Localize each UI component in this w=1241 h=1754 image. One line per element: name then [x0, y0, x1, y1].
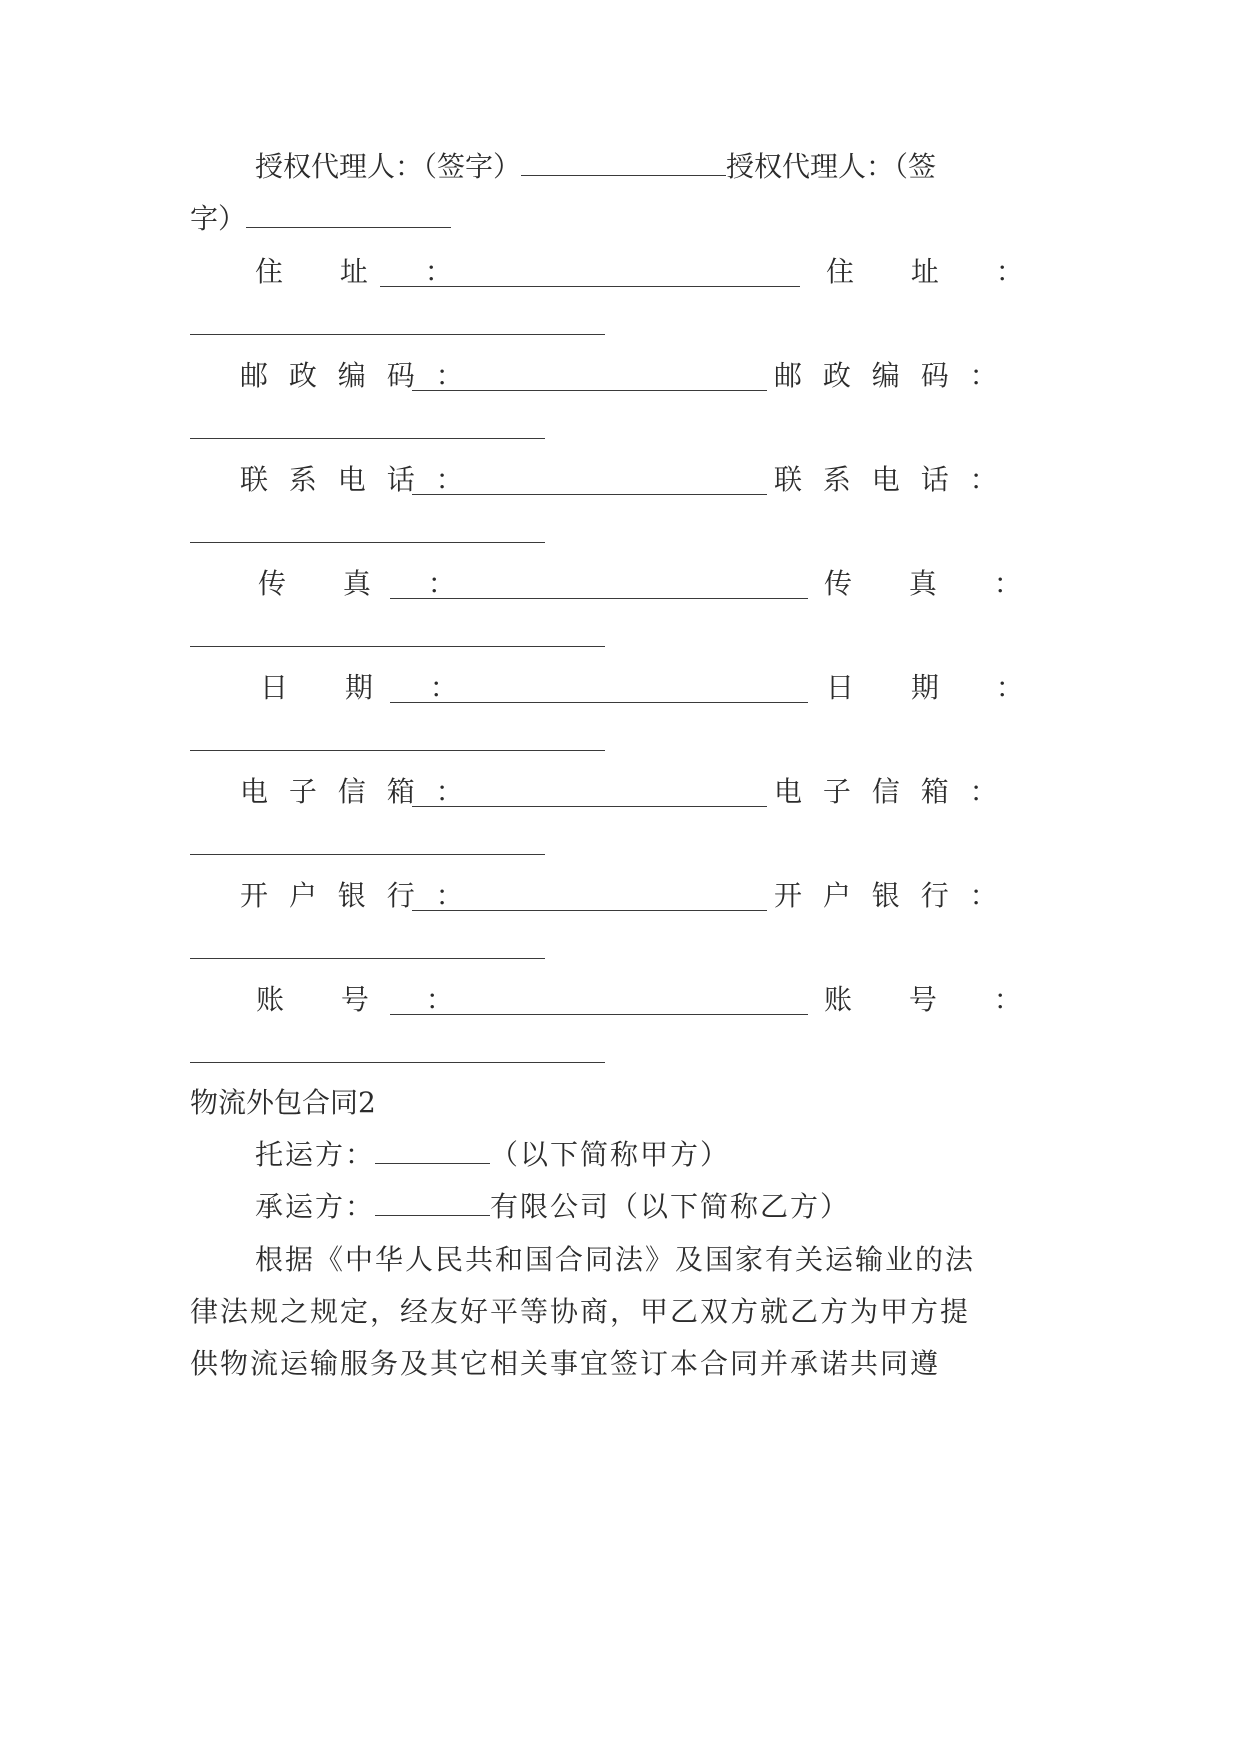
agent-a-signature-blank[interactable]	[521, 147, 726, 176]
email-label-b: 电 子 信 箱 ：	[774, 775, 1004, 808]
carrier-label: 承运方：	[255, 1190, 376, 1223]
account-blank-b[interactable]	[190, 1062, 605, 1063]
email-blank-b[interactable]	[190, 854, 545, 855]
date-label-b: 日 期 ：	[826, 671, 1048, 704]
bank-blank-a[interactable]	[412, 910, 767, 911]
account-label-b: 账 号 ：	[824, 983, 1046, 1016]
postal-code-label-a: 邮 政 编 码 ：	[240, 359, 470, 392]
agent-b-label-cont: 字）	[190, 202, 247, 235]
shipper-suffix: （以下简称甲方）	[490, 1138, 731, 1171]
phone-label-a: 联 系 电 话 ：	[240, 463, 470, 496]
postal-code-blank-b[interactable]	[190, 438, 545, 439]
bank-label-b: 开 户 银 行 ：	[774, 879, 1004, 912]
field-row-phone	[190, 460, 1050, 500]
field-row-fax	[190, 564, 1050, 604]
postal-code-label-b: 邮 政 编 码 ：	[774, 359, 1004, 392]
fax-blank-b[interactable]	[190, 646, 605, 647]
signature-line-1	[255, 147, 1115, 187]
field-row-postal-code	[190, 356, 1050, 396]
fax-blank-a[interactable]	[390, 598, 808, 599]
carrier-suffix: 有限公司（以下简称乙方）	[490, 1190, 851, 1223]
signature-line-2	[190, 199, 1050, 239]
address-blank-a[interactable]	[380, 286, 800, 287]
agent-b-label: 授权代理人：（签	[726, 150, 937, 183]
email-blank-a[interactable]	[412, 806, 767, 807]
date-blank-a[interactable]	[390, 702, 808, 703]
carrier-line	[255, 1187, 1115, 1227]
address-label-a: 住 址 ：	[255, 255, 477, 288]
phone-label-b: 联 系 电 话 ：	[774, 463, 1004, 496]
field-row-address	[190, 252, 1050, 292]
postal-code-blank-a[interactable]	[412, 390, 767, 391]
agent-a-label: 授权代理人：（签字）	[255, 150, 522, 183]
body-line-1: 根据《中华人民共和国合同法》及国家有关运输业的法	[255, 1243, 976, 1276]
body-line-2: 律法规之规定，经友好平等协商，甲乙双方就乙方为甲方提	[190, 1295, 971, 1328]
field-row-bank	[190, 876, 1050, 916]
body-line-3: 供物流运输服务及其它相关事宜签订本合同并承诺共同遵	[190, 1347, 941, 1380]
account-label-a: 账 号 ：	[256, 983, 478, 1016]
date-label-a: 日 期 ：	[260, 671, 482, 704]
contract-title: 物流外包合同2	[190, 1086, 376, 1119]
shipper-name-blank[interactable]	[375, 1135, 490, 1164]
shipper-label: 托运方：	[255, 1138, 376, 1171]
field-row-date	[190, 668, 1050, 708]
account-blank-a[interactable]	[390, 1014, 808, 1015]
address-blank-b[interactable]	[190, 334, 605, 335]
field-row-account	[190, 980, 1050, 1020]
email-label-a: 电 子 信 箱 ：	[240, 775, 470, 808]
field-row-email	[190, 772, 1050, 812]
bank-blank-b[interactable]	[190, 958, 545, 959]
address-label-b: 住 址 ：	[826, 255, 1048, 288]
phone-blank-a[interactable]	[412, 494, 767, 495]
bank-label-a: 开 户 银 行 ：	[240, 879, 470, 912]
carrier-name-blank[interactable]	[375, 1187, 490, 1216]
shipper-line	[255, 1135, 1115, 1175]
date-blank-b[interactable]	[190, 750, 605, 751]
agent-b-signature-blank[interactable]	[246, 199, 451, 228]
fax-label-b: 传 真 ：	[824, 567, 1046, 600]
fax-label-a: 传 真 ：	[258, 567, 480, 600]
phone-blank-b[interactable]	[190, 542, 545, 543]
